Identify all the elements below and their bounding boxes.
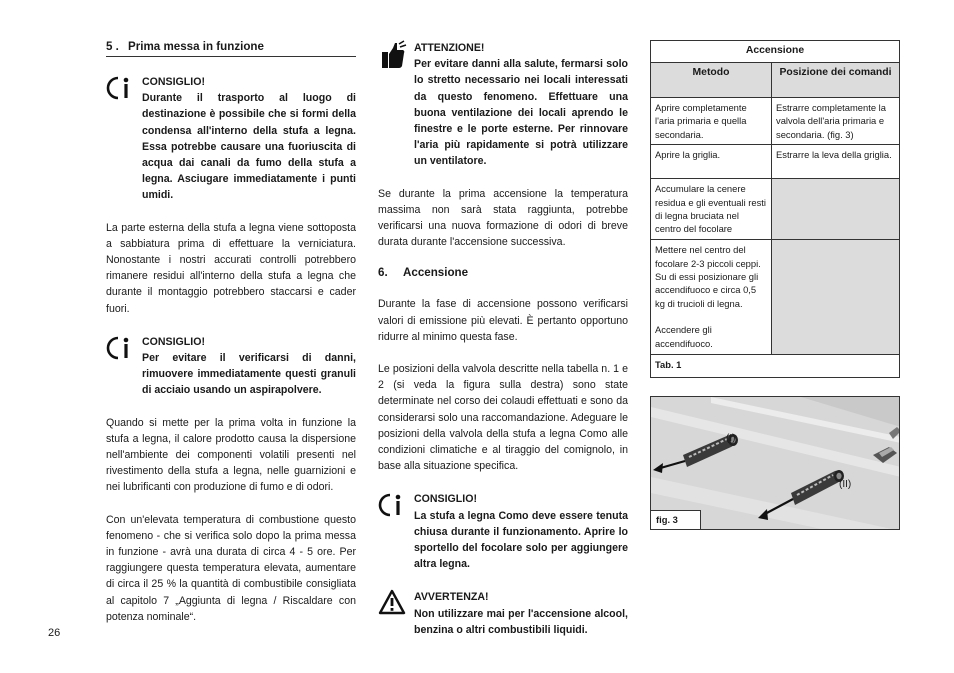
paragraph: La parte esterna della stufa a legna viene sottoposta a sabbiatura prima di effettuare la verniciatura. Nonostante i nostri accurati controlli potrebbero rimanere residui all'interno della stufa a legna che durante il montaggio potrebbero staccarsi e cader fuori. [106,221,356,315]
table-cell: Aprire la griglia. [651,145,772,179]
paragraph: Quando si mette per la prima volta in funzione la stufa a legna, il calore prodotto causa la dispersione nell'ambiente dei componenti volatili presenti nel rivestimento della stufa a legna, nelle guarnizioni e nei lubrificanti con produzione di fumo e di odori. [106,416,356,494]
table-cell: Estrarre la leva della griglia. [772,145,900,179]
figure-caption: fig. 3 [651,510,701,529]
table-cell: Aprire completamente l'aria primaria e quella secondaria. [651,98,772,145]
warning-triangle-icon [378,589,406,615]
tip-notice-3: CONSIGLIO! La stufa a legna Como deve essere tenuta chiusa durante il funzionamento. Aprire lo sportello del focolare solo per aggiungere altra legna. [378,491,628,572]
paragraph: Durante la fase di accensione possono verificarsi valori di emissione più elevati. È pertanto opportuno ridurre al minimo questa fase. [378,298,628,343]
warning-notice: AVVERTENZA! Non utilizzare mai per l'accensione alcool, benzina o altri combustibili liquidi. [378,589,628,638]
figure-3 [650,396,900,530]
table-cell-empty [772,240,900,355]
table-row [651,98,900,145]
table-caption: Tab. 1 [651,355,900,378]
info-icon [378,491,408,519]
figure-label-I: (I) [726,433,736,444]
left-column [106,40,356,625]
column-header-posizione: Posizione dei comandi [772,63,900,98]
table-row [651,179,900,240]
column-header-metodo: Metodo [651,63,772,98]
paragraph: Con un'elevata temperatura di combustione questo fenomeno - che si verifica solo dopo la prima messa in funzione - avrà una durata di circa 4 - 5 ore. Per raggiungere questa temperatura elevata, aumentare di circa il 25 % la quantità di combustibile consigliata al capitolo 7 „Aggiunta di legna / Riscaldare con potenza nominale“. [106,513,356,623]
info-icon [106,334,136,362]
table-row [651,240,900,355]
section-title-accensione: 6. Accensione [378,266,469,280]
tip-notice-2: CONSIGLIO! Per evitare il verificarsi di danni, rimuovere immediatamente questi granuli di acciaio usando un aspirapolvere. [106,334,356,399]
section-title-prima-messa: 5 . Prima messa in funzione [106,40,356,57]
paragraph: Le posizioni della valvola descritte nella tabella n. 1 e 2 (si veda la figura sulla destra) sono state determinate nel corso dei colaudi effettuati e sono da considerarsi solo una raccomandazione. Adeguare le posizioni della valvola della stufa a legna Como alle condizioni climatiche e al tiraggio del comignolo, in base alla situazione specifica. [378,363,628,473]
info-icon [106,74,136,102]
ignition-table [650,40,900,378]
figure-label-II: (II) [839,479,852,490]
table-cell-empty [772,179,900,240]
table-cell: Mettere nel centro del focolare 2-3 piccoli ceppi. Su di essi posizionare gli accendifuoco e circa 0,5 kg di trucioli di legna. Accendere gli accendifuoco. [651,240,772,355]
page-number: 26 [48,627,61,639]
middle-column [378,40,628,638]
tip-notice-1: CONSIGLIO! Durante il trasporto al luogo di destinazione è possibile che si formi della condensa all'interno della stufa a legna. Essa potrebbe causare una fuoriuscita di acqua dai canali da fumo della stufa a legna. Asciugare immediatamente i punti umidi. [106,74,356,204]
attention-notice: ATTENZIONE! Per evitare danni alla salute, fermarsi solo lo stretto necessario nei locali interessati da questo fenomeno. Effettuare una buona ventilazione dei locali aprendo le finestre e le porte esterne. Per rinnovare l'aria più rapidamente si potrà utilizzare un ventilatore. [378,40,628,170]
table-cell: Estrarre completamente la valvola dell'aria primaria e secondaria. (fig. 3) [772,98,900,145]
table-title: Accensione [651,41,900,63]
table-row [651,145,900,179]
table-cell: Accumulare la cenere residua e gli eventuali resti di legna bruciata nel centro del focolare [651,179,772,240]
paragraph: Se durante la prima accensione la temperatura massima non sarà stata raggiunta, potrebbe verificarsi una nuova formazione di odori di breve durata durante l'accensione successiva. [378,187,628,249]
ignition-table-wrapper [650,40,900,378]
hand-warning-icon [378,40,408,70]
